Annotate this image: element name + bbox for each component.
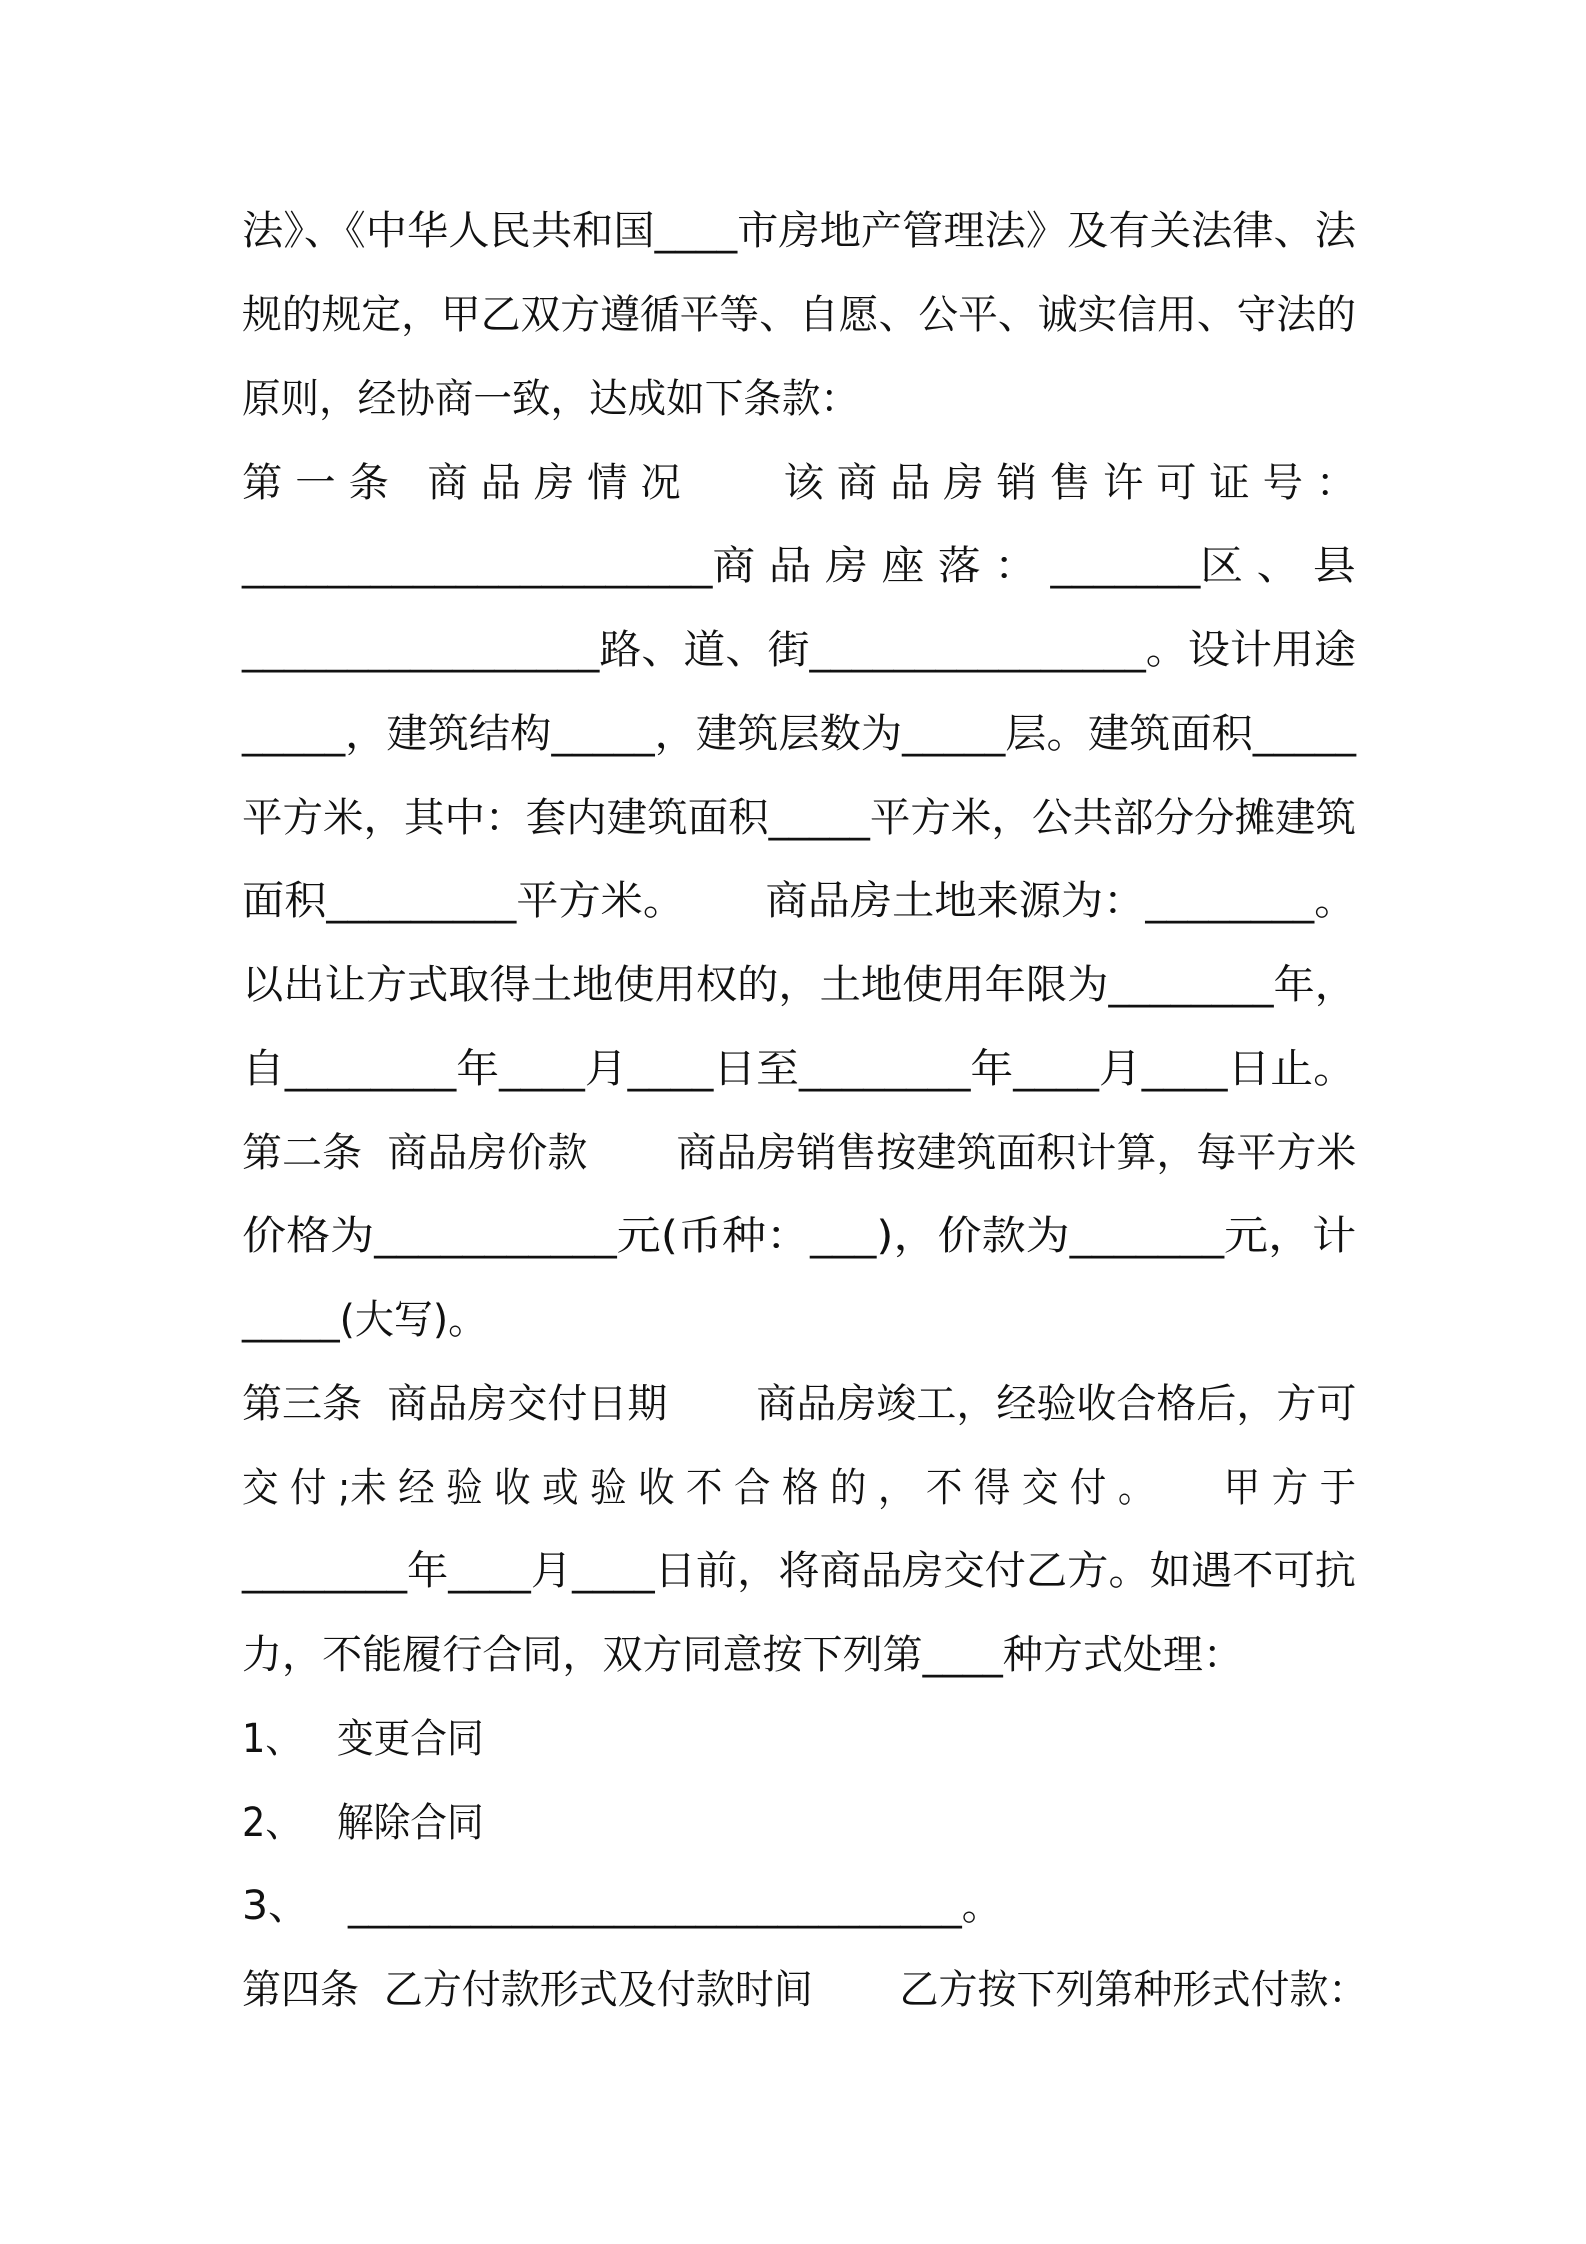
list-item: 2、 解除合同 bbox=[242, 1800, 484, 1846]
list-item: 3、 ______________________________。 bbox=[242, 1883, 1003, 1929]
text-line: 规的规定，甲乙双方遵循平等、自愿、公平、诚实信用、守法的 bbox=[242, 292, 1356, 338]
text-line: 第 一 条 商 品 房 情 况 该 商 品 房 销 售 许 可 证 号 ： bbox=[242, 460, 1357, 506]
text-line: 力，不能履行合同，双方同意按下列第____种方式处理： bbox=[242, 1632, 1243, 1678]
text-line: 原则，经协商一致，达成如下条款： bbox=[242, 376, 859, 422]
text-line: 以出让方式取得土地使用权的，土地使用年限为________年， bbox=[242, 962, 1356, 1008]
text-line: _____，建筑结构_____，建筑层数为_____层。建筑面积_____ bbox=[242, 711, 1356, 757]
text-line: 第二条 商品房价款 商品房销售按建筑面积计算，每平方米 bbox=[242, 1130, 1357, 1176]
list-item: 1、 变更合同 bbox=[242, 1716, 484, 1762]
text-line: 自________年____月____日至________年____月____日止。 bbox=[242, 1046, 1356, 1092]
text-line: 价格为___________元(币种：___)，价款为_______元，计 bbox=[242, 1213, 1357, 1259]
text-line: _____(大写)。 bbox=[242, 1297, 488, 1343]
text-line: 交 付 ;未 经 验 收 或 验 收 不 合 格 的 ， 不 得 交 付 。 甲 方 于 bbox=[242, 1465, 1357, 1511]
text-line: 第三条 商品房交付日期 商品房竣工，经验收合格后，方可 bbox=[242, 1381, 1357, 1427]
text-line: ________年____月____日前，将商品房交付乙方。如遇不可抗 bbox=[242, 1548, 1356, 1594]
text-line: 法》、《中华人民共和国____市房地产管理法》及有关法律、法 bbox=[242, 208, 1356, 254]
text-line: 平方米，其中：套内建筑面积_____平方米，公共部分分摊建筑 bbox=[242, 795, 1356, 841]
text-line: _________________路、道、街________________。设计用途 bbox=[242, 627, 1356, 673]
text-line: ______________________商 品 房 座 落 ： _______区 、 县 bbox=[242, 543, 1356, 589]
text-line: 第四条 乙方付款形式及付款时间 乙方按下列第种形式付款： bbox=[242, 1967, 1368, 2013]
text-line: 面积_________平方米。 商品房土地来源为：________。 bbox=[242, 878, 1357, 924]
